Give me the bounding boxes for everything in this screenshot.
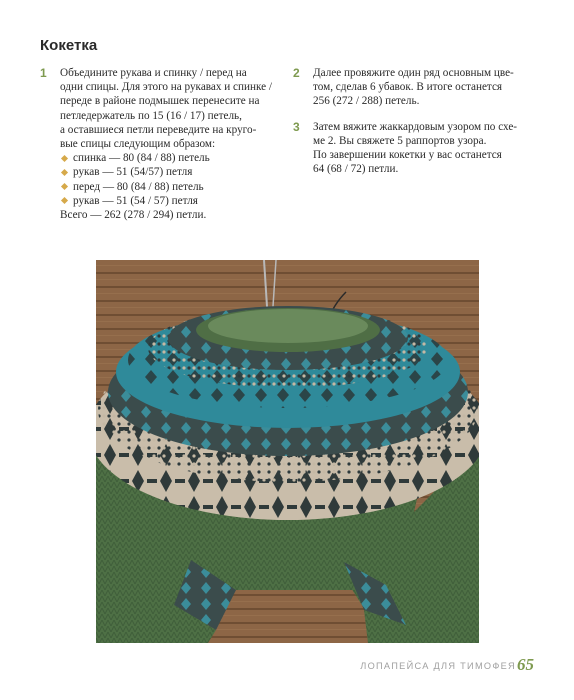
step-text-line: По завершении кокетки у вас останется [313, 149, 502, 162]
list-item-text: рукав — 51 (54/57) петля [73, 166, 193, 179]
running-title: ЛОПАПЕЙСА ДЛЯ ТИМОФЕЯ [360, 661, 516, 671]
list-item-text: перед — 80 (84 / 88) петель [73, 180, 204, 193]
sweater-yoke-photo [96, 260, 479, 643]
step-3 [293, 120, 538, 177]
list-item [60, 194, 290, 208]
step-number: 2 [293, 66, 300, 80]
step-text-line: Объедините рукава и спинку / перед на [60, 67, 247, 79]
page-number: 65 [517, 655, 534, 674]
left-column [40, 66, 290, 222]
section-title: Кокетка [40, 37, 98, 54]
right-column [293, 66, 538, 176]
step-text-line: а оставшиеся петли переведите на круго- [60, 123, 257, 136]
stitch-total: Всего — 262 (278 / 294) петли. [60, 209, 207, 222]
diamond-bullet-icon [61, 183, 68, 190]
diamond-bullet-icon [61, 169, 68, 176]
step-text-line: одни спицы. Для этого на рукавах и спинке / [60, 81, 273, 94]
step-number: 3 [293, 119, 300, 134]
step-text-line: переде в районе подмышек перенесите на [60, 95, 260, 108]
step-text-line: Далее провяжите один ряд основным цве- [313, 67, 514, 79]
diamond-bullet-icon [61, 155, 68, 162]
step-number: 1 [40, 66, 47, 80]
step-text-line: вые спицы следующим образом: [60, 138, 216, 151]
step-text-line: ме 2. Вы свяжете 5 раппортов узора. [313, 134, 487, 147]
list-item [60, 180, 290, 194]
step-text-line: том, сделав 6 убавок. В итоге останется [313, 81, 503, 94]
list-item-text: рукав — 51 (54 / 57) петля [73, 194, 198, 207]
step-text-line: Затем вяжите жаккардовым узором по схе- [313, 120, 518, 133]
diamond-bullet-icon [61, 197, 68, 204]
step-text-line: петледержатель по 15 (16 / 17) петель, [60, 109, 242, 122]
step-1 [40, 66, 290, 222]
list-item [60, 165, 290, 179]
list-item [60, 151, 290, 165]
step-text-line: 256 (272 / 288) петель. [313, 95, 420, 108]
list-item-text: спинка — 80 (84 / 88) петель [73, 152, 210, 165]
step-text-line: 64 (68 / 72) петли. [313, 163, 399, 176]
sweater-illustration [96, 260, 479, 643]
step-2 [293, 66, 538, 109]
